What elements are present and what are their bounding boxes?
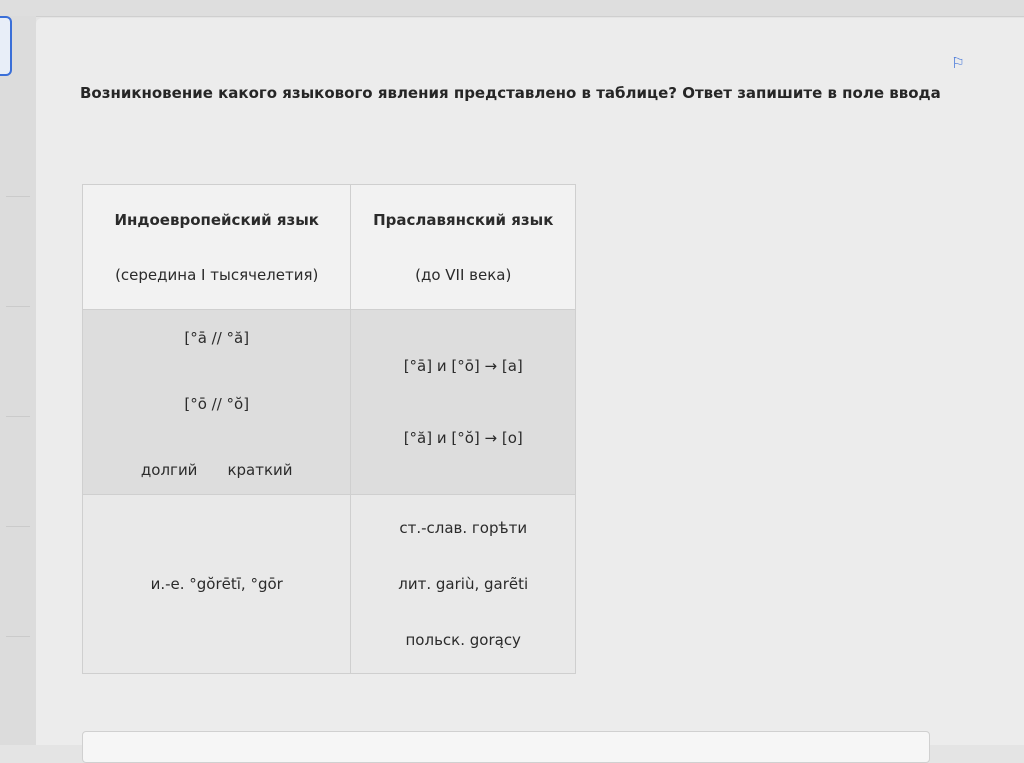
column-header-proto-slavic: Праславянский язык — [373, 210, 554, 229]
column-header-indo-european: Индоевропейский язык — [114, 210, 319, 229]
flag-icon[interactable]: ⚐ — [951, 54, 965, 72]
table-cell — [83, 185, 351, 310]
table-cell — [83, 310, 351, 495]
rule-long-vowels: [°ā] и [°ō] → [a] — [403, 357, 523, 375]
rail-item[interactable] — [6, 426, 30, 527]
vowel-pair-a: [°ā // °ă] — [184, 329, 250, 347]
rail-item[interactable] — [6, 536, 30, 637]
column-subheader-date: (середина I тысячелетия) — [115, 265, 319, 284]
old-church-slavonic-example: ст.-слав. горѣти — [399, 519, 528, 537]
answer-input[interactable] — [82, 731, 930, 763]
table-cell — [351, 495, 576, 674]
table-cell — [351, 310, 576, 495]
vowel-pair-o: [°ō // °ŏ] — [184, 395, 250, 413]
label-short: краткий — [227, 461, 293, 479]
rail-item[interactable] — [6, 206, 30, 307]
rule-short-vowels: [°ă] и [°ŏ] → [o] — [403, 429, 523, 447]
polish-example: польск. gorący — [405, 631, 521, 649]
table-row — [83, 495, 576, 674]
indo-european-example: и.-е. °gŏrētī, °gōr — [150, 575, 283, 593]
question-text: Возникновение какого языкового явления представлено в таблице? Ответ запишите в поле ввода — [80, 84, 941, 102]
table-row — [83, 185, 576, 310]
column-subheader-date: (до VII века) — [415, 265, 512, 284]
rail-item[interactable] — [6, 316, 30, 417]
left-navigation-rail — [0, 16, 36, 745]
active-question-tab[interactable] — [0, 16, 12, 76]
lithuanian-example: лит. gariù, garẽti — [398, 575, 529, 593]
table-cell — [351, 185, 576, 310]
label-long: долгий — [140, 461, 198, 479]
rail-item[interactable] — [6, 96, 30, 197]
table-row — [83, 310, 576, 495]
top-strip — [0, 0, 1024, 17]
comparison-table — [82, 184, 576, 674]
table-cell — [83, 495, 351, 674]
